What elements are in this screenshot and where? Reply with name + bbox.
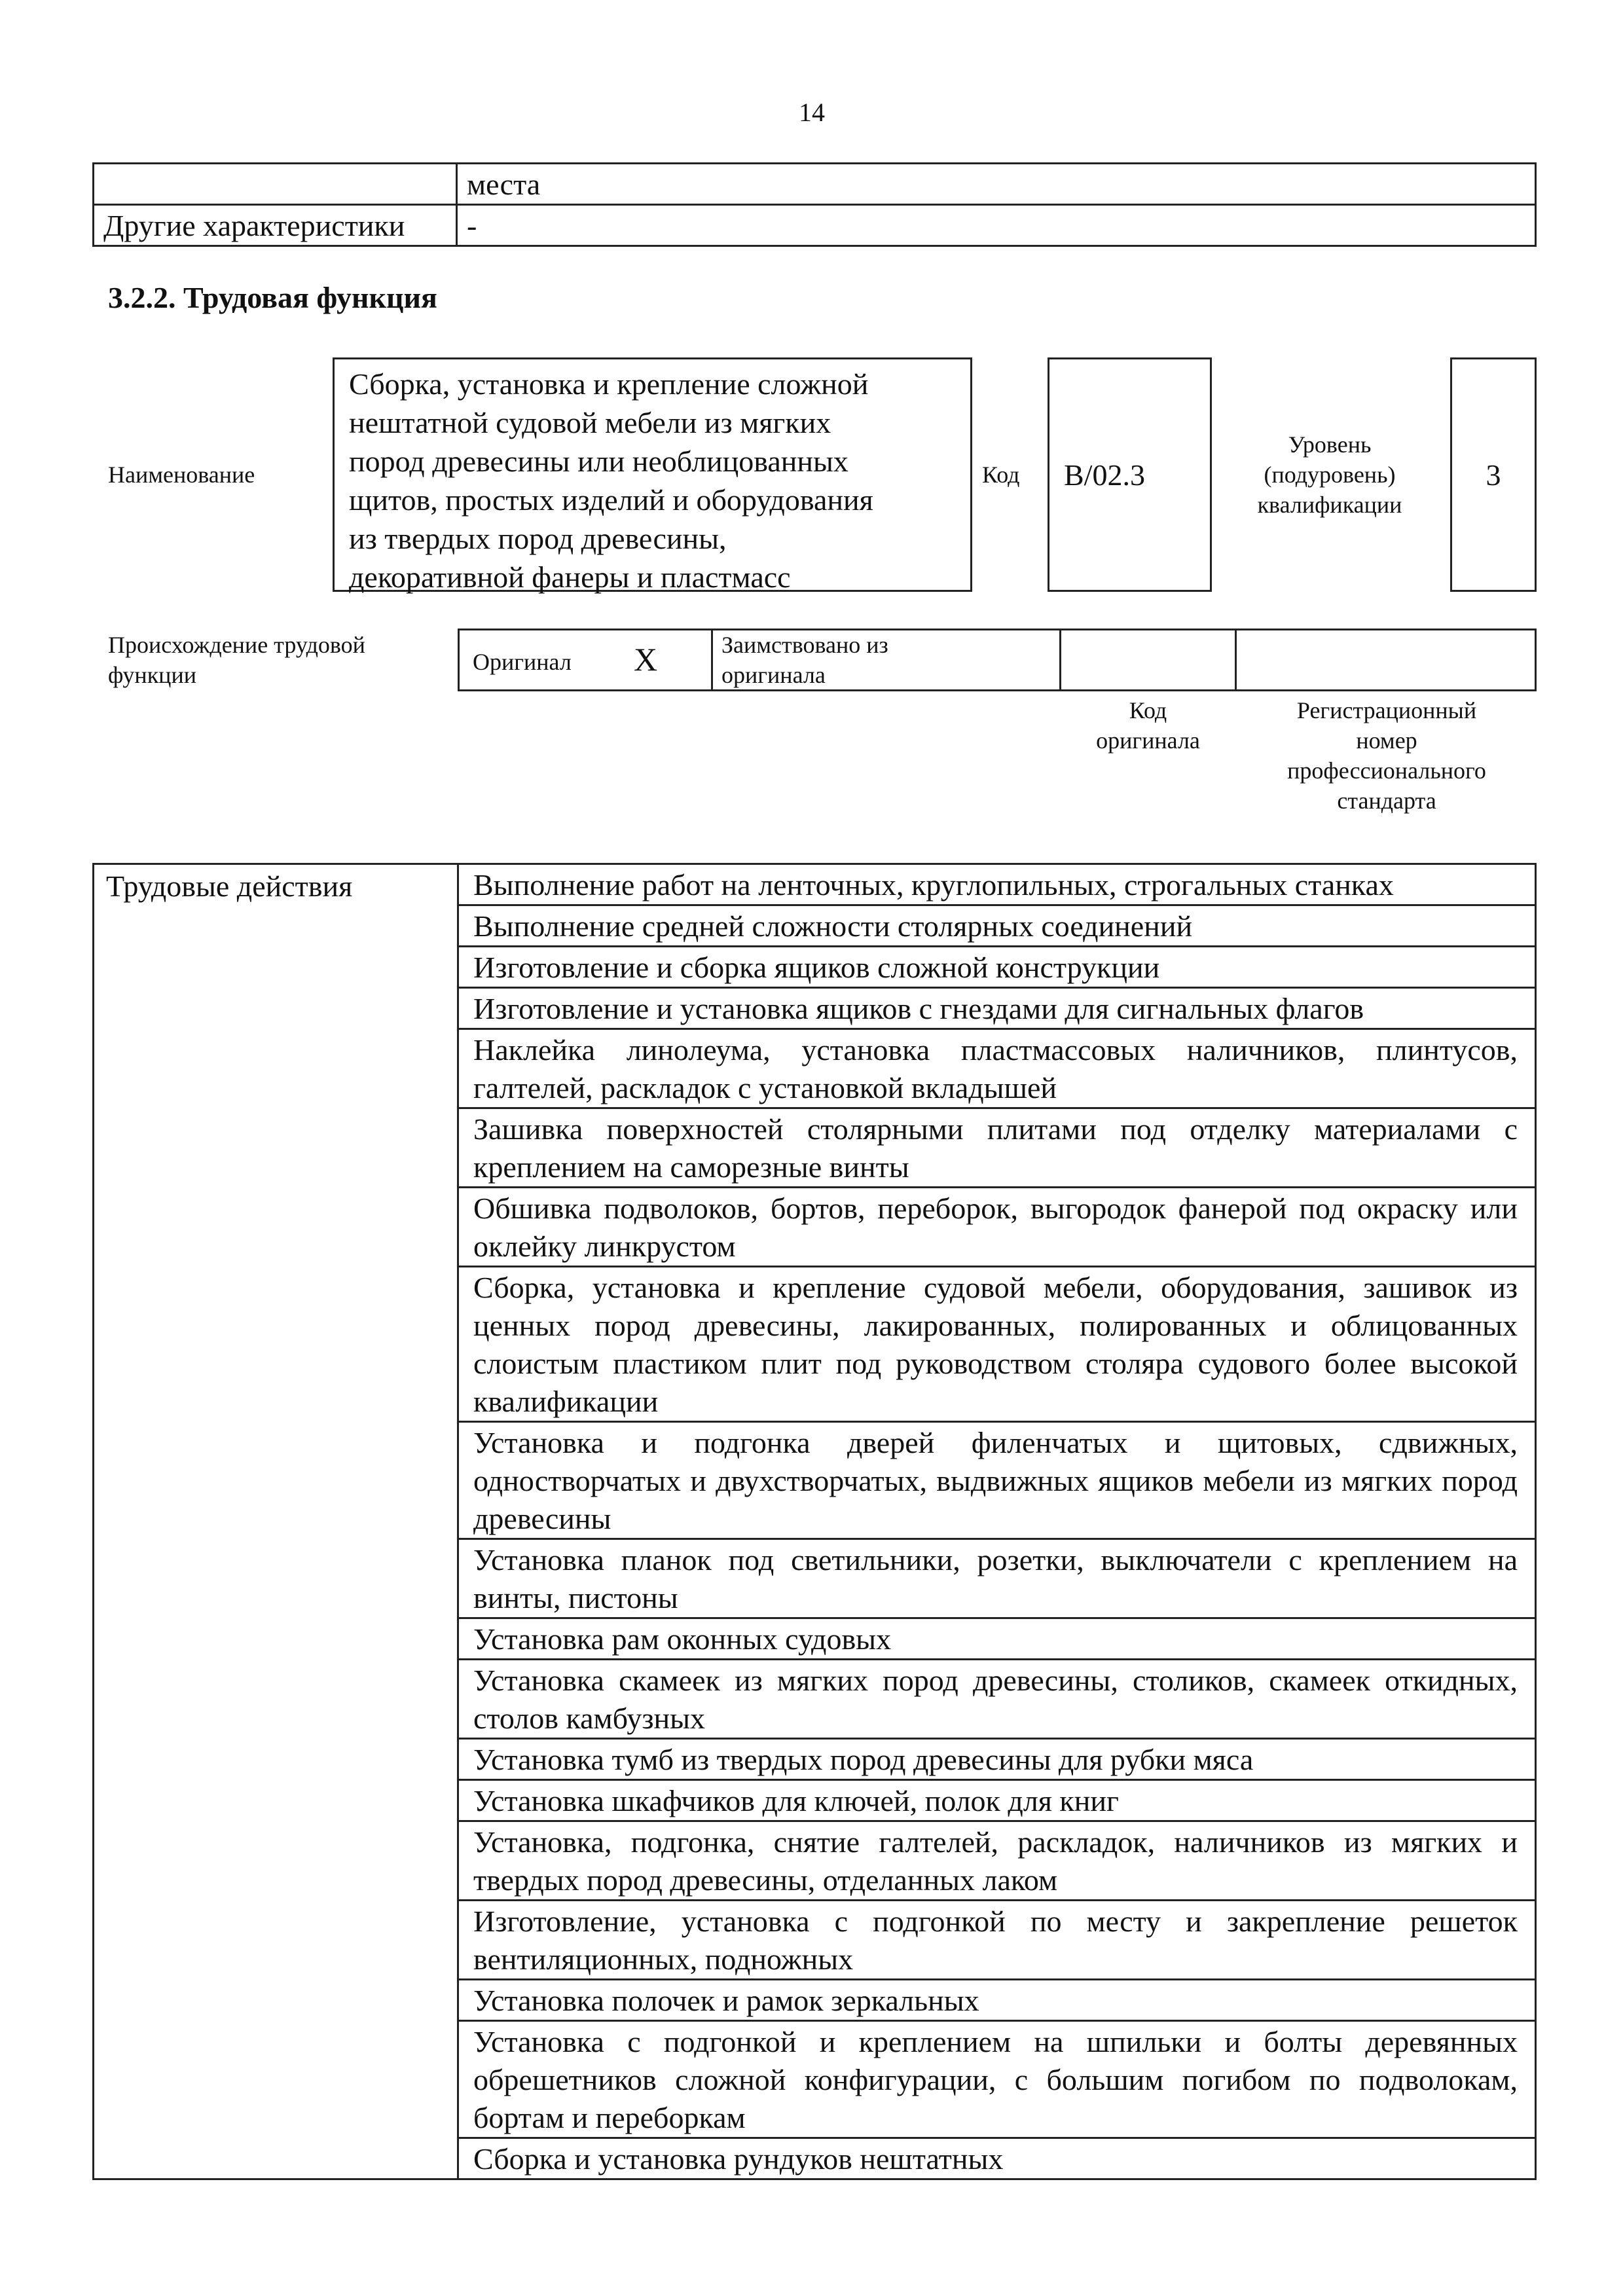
origin-divider <box>1235 629 1237 691</box>
characteristics-label <box>94 164 457 205</box>
labor-action-item: Сборка и установка рундуков нештатных <box>458 2138 1536 2179</box>
function-name-line: Сборка, установка и крепление сложной <box>349 367 869 401</box>
labor-action-item: Выполнение работ на ленточных, круглопильных, строгальных станках <box>458 864 1536 905</box>
characteristics-value: - <box>457 205 1536 246</box>
origin-table <box>458 629 1537 691</box>
labor-action-item: Установка тумб из твердых пород древесины для рубки мяса <box>458 1739 1536 1780</box>
page-number: 14 <box>799 98 825 127</box>
original-mark: X <box>634 641 658 678</box>
labor-action-item: Изготовление и установка ящиков с гнездами для сигнальных флагов <box>458 988 1536 1029</box>
table-row <box>94 205 1536 246</box>
origin-label <box>108 630 365 690</box>
characteristics-table <box>92 162 1537 247</box>
reg-caption-line: стандарта <box>1337 788 1436 814</box>
reg-caption-line: профессионального <box>1287 757 1486 784</box>
code-value: В/02.3 <box>1064 458 1145 492</box>
borrowed-label <box>721 630 888 690</box>
labor-action-item: Установка шкафчиков для ключей, полок для книг <box>458 1780 1536 1821</box>
labor-action-item: Выполнение средней сложности столярных соединений <box>458 905 1536 947</box>
labor-action-item: Зашивка поверхностей столярными плитами под отделку материалами с креплением на саморезные винты <box>458 1108 1536 1188</box>
origin-label-line: Происхождение трудовой <box>108 632 365 658</box>
name-label: Наименование <box>108 462 255 488</box>
labor-action-item: Установка полочек и рамок зеркальных <box>458 1980 1536 2021</box>
level-box <box>1450 357 1537 592</box>
function-name-line: нештатной судовой мебели из мягких <box>349 406 831 439</box>
labor-action-item: Изготовление, установка с подгонкой по месту и закрепление решеток вентиляционных, подножных <box>458 1901 1536 1980</box>
original-label: Оригинал <box>473 649 572 675</box>
level-value: 3 <box>1486 458 1501 492</box>
function-name-line: пород древесины или необлицованных <box>349 445 848 478</box>
level-label <box>1222 357 1438 592</box>
reg-caption-line: Регистрационный <box>1296 697 1477 723</box>
function-name-box <box>333 357 972 592</box>
characteristics-value: места <box>457 164 1536 205</box>
function-name-line: щитов, простых изделий и оборудования <box>349 483 873 517</box>
labor-action-item: Установка с подгонкой и креплением на шпильки и болты деревянных обрешетников сложной конфигурации, с большим погибом по подволокам, бортам и переборкам <box>458 2021 1536 2138</box>
labor-action-item: Установка, подгонка, снятие галтелей, раскладок, наличников из мягких и твердых пород древесины, отделанных лаком <box>458 1821 1536 1901</box>
code-caption-line: оригинала <box>1096 727 1200 754</box>
code-label: Код <box>982 462 1020 488</box>
origin-divider <box>1059 629 1061 691</box>
borrowed-label-line: Заимствовано из <box>721 632 888 658</box>
labor-action-item: Установка и подгонка дверей филенчатых и щитовых, сдвижных, одностворчатых и двухстворчатых, выдвижных ящиков мебели из мягких пород древесины <box>458 1422 1536 1539</box>
labor-action-item: Установка рам оконных судовых <box>458 1618 1536 1660</box>
level-label-line: Уровень <box>1288 431 1372 458</box>
function-name-line: декоративной фанеры и пластмасс <box>349 560 791 594</box>
labor-action-item: Обшивка подволоков, бортов, переборок, выгородок фанерой под окраску или оклейку линкрустом <box>458 1188 1536 1267</box>
labor-actions-label: Трудовые действия <box>94 864 458 2179</box>
level-label-line: (подуровень) <box>1264 462 1396 488</box>
table-row <box>94 164 1536 205</box>
function-name-line: из твердых пород древесины, <box>349 522 727 555</box>
section-heading: 3.2.2. Трудовая функция <box>108 281 437 314</box>
reg-caption-line: номер <box>1356 727 1417 754</box>
labor-action-item: Установка планок под светильники, розетки, выключатели с креплением на винты, пистоны <box>458 1539 1536 1618</box>
origin-label-line: функции <box>108 662 196 688</box>
reg-caption <box>1237 695 1537 816</box>
borrowed-label-line: оригинала <box>721 662 826 688</box>
characteristics-label: Другие характеристики <box>94 205 457 246</box>
code-caption-line: Код <box>1129 697 1167 723</box>
labor-action-item: Наклейка линолеума, установка пластмассовых наличников, плинтусов, галтелей, раскладок с установкой вкладышей <box>458 1029 1536 1108</box>
level-label-line: квалификации <box>1257 492 1402 518</box>
labor-actions-table <box>92 863 1537 2180</box>
labor-action-item: Установка скамеек из мягких пород древесины, столиков, скамеек откидных, столов камбузных <box>458 1660 1536 1739</box>
origin-divider <box>711 629 713 691</box>
code-box <box>1048 357 1212 592</box>
table-row <box>94 864 1536 905</box>
code-caption <box>1061 695 1235 756</box>
labor-action-item: Сборка, установка и крепление судовой мебели, оборудования, зашивок из ценных пород древесины, лакированных, полированных и облицованных слоистым пластиком плит под руководством столяра судового более высокой квалификации <box>458 1267 1536 1422</box>
labor-action-item: Изготовление и сборка ящиков сложной конструкции <box>458 947 1536 988</box>
